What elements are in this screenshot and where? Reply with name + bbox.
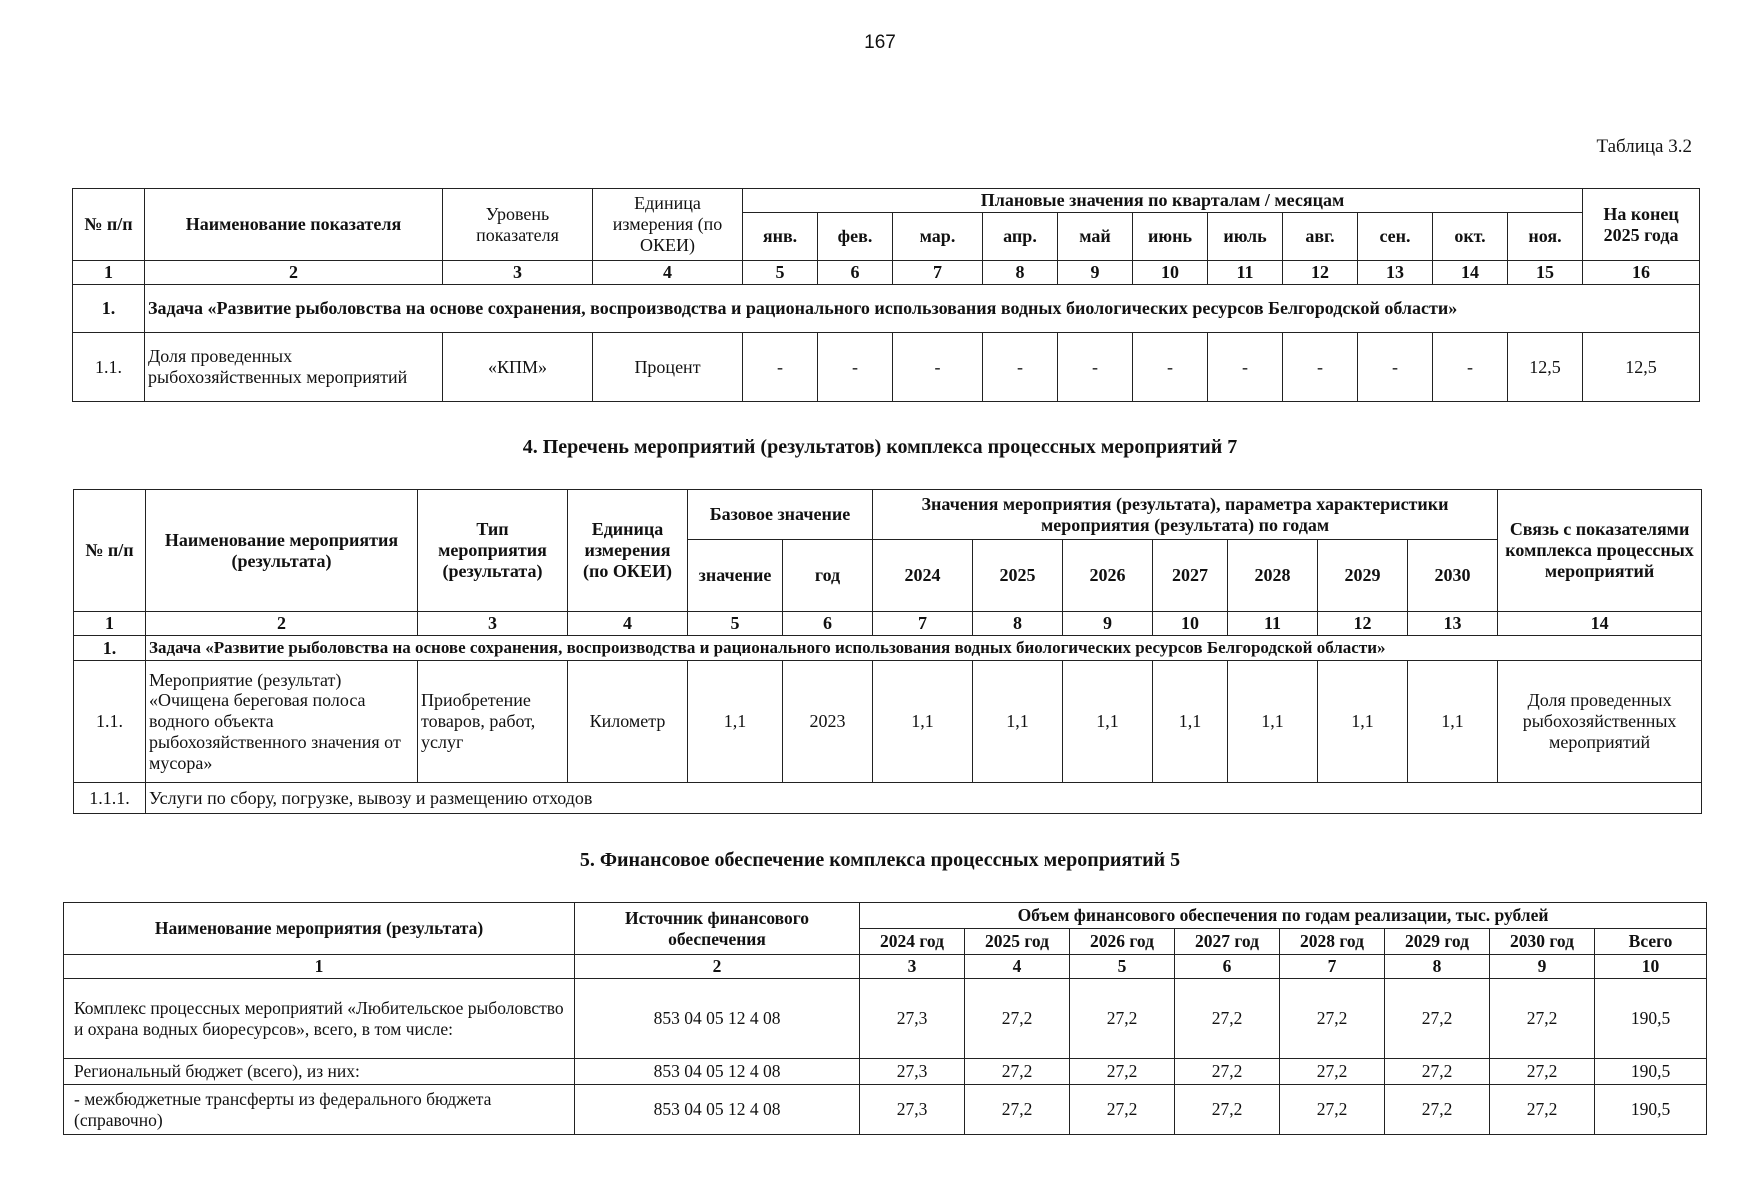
- financing-value: 27,2: [1385, 1085, 1490, 1135]
- financing-total: 190,5: [1595, 1085, 1707, 1135]
- task-row: Задача «Развитие рыболовства на основе сохранения, воспроизводства и рационального использования водных биологических ресурсов Белгородской области»: [145, 285, 1700, 333]
- year-value: 1,1: [1063, 661, 1153, 783]
- col-number: 15: [1508, 261, 1583, 285]
- col-number: 1: [64, 955, 575, 979]
- financing-value: 27,2: [965, 1085, 1070, 1135]
- month-value: -: [743, 333, 818, 402]
- col-number: 7: [873, 612, 973, 636]
- col-number: 1: [73, 261, 145, 285]
- header-year: 2027 год: [1175, 929, 1280, 955]
- task-row: Задача «Развитие рыболовства на основе сохранения, воспроизводства и рационального использования водных биологических ресурсов Белгородской области»: [146, 636, 1702, 661]
- col-number: 1: [74, 612, 146, 636]
- financing-value: 27,2: [1070, 1059, 1175, 1085]
- financing-row-name: Комплекс процессных мероприятий «Любительское рыболовство и охрана водных биоресурсов», всего, в том числе:: [64, 979, 575, 1059]
- header-year: 2024: [873, 540, 973, 612]
- financing-value: 27,2: [1385, 1059, 1490, 1085]
- financing-table: [63, 902, 1707, 1135]
- header-month: янв.: [743, 213, 818, 261]
- header-month: апр.: [983, 213, 1058, 261]
- header-year: 2026 год: [1070, 929, 1175, 955]
- financing-value: 27,3: [860, 1059, 965, 1085]
- end-of-year-value: 12,5: [1583, 333, 1700, 402]
- col-number: 6: [783, 612, 873, 636]
- financing-value: 27,2: [1175, 1085, 1280, 1135]
- header-source: Источник финансового обеспечения: [575, 903, 860, 955]
- col-number: 11: [1228, 612, 1318, 636]
- header-base-value: значение: [688, 540, 783, 612]
- header-activity-name: Наименование мероприятия (результата): [146, 490, 418, 612]
- header-year: 2028 год: [1280, 929, 1385, 955]
- header-values-by-year: Значения мероприятия (результата), параметра характеристики мероприятия (результата) по годам: [873, 490, 1498, 540]
- col-number: 3: [860, 955, 965, 979]
- month-value: 12,5: [1508, 333, 1583, 402]
- page-number: 167: [864, 32, 896, 53]
- financing-value: 27,2: [1280, 1059, 1385, 1085]
- month-value: -: [818, 333, 893, 402]
- financing-value: 27,2: [1070, 979, 1175, 1059]
- activity-type: Приобретение товаров, работ, услуг: [418, 661, 568, 783]
- financing-total: 190,5: [1595, 1059, 1707, 1085]
- col-number: 2: [575, 955, 860, 979]
- financing-value: 27,2: [1280, 1085, 1385, 1135]
- month-value: -: [1133, 333, 1208, 402]
- subrow-text: Услуги по сбору, погрузке, вывозу и размещению отходов: [146, 783, 1702, 814]
- col-number: 10: [1133, 261, 1208, 285]
- financing-total: 190,5: [1595, 979, 1707, 1059]
- col-number: 3: [443, 261, 593, 285]
- financing-value: 27,2: [1280, 979, 1385, 1059]
- financing-source: 853 04 05 12 4 08: [575, 1059, 860, 1085]
- header-month: июль: [1208, 213, 1283, 261]
- col-number: 8: [983, 261, 1058, 285]
- activities-table: [73, 489, 1702, 814]
- col-number: 4: [965, 955, 1070, 979]
- financing-value: 27,2: [1385, 979, 1490, 1059]
- year-value: 1,1: [1318, 661, 1408, 783]
- row-number: 1.1.: [73, 333, 145, 402]
- financing-source: 853 04 05 12 4 08: [575, 979, 860, 1059]
- header-month: мар.: [893, 213, 983, 261]
- col-number: 2: [146, 612, 418, 636]
- financing-value: 27,2: [1490, 1059, 1595, 1085]
- financing-value: 27,2: [965, 1059, 1070, 1085]
- header-year: 2025: [973, 540, 1063, 612]
- col-number: 16: [1583, 261, 1700, 285]
- col-number: 13: [1358, 261, 1433, 285]
- col-number: 5: [743, 261, 818, 285]
- financing-row-name: Региональный бюджет (всего), из них:: [64, 1059, 575, 1085]
- col-number: 11: [1208, 261, 1283, 285]
- year-value: 1,1: [1153, 661, 1228, 783]
- header-base: Базовое значение: [688, 490, 873, 540]
- col-number: 8: [973, 612, 1063, 636]
- header-month: фев.: [818, 213, 893, 261]
- header-base-year: год: [783, 540, 873, 612]
- subrow-number: 1.1.1.: [74, 783, 146, 814]
- month-value: -: [1433, 333, 1508, 402]
- year-value: 1,1: [1228, 661, 1318, 783]
- month-value: -: [1283, 333, 1358, 402]
- header-year: 2027: [1153, 540, 1228, 612]
- col-number: 9: [1063, 612, 1153, 636]
- header-level: Уровень показателя: [443, 189, 593, 261]
- header-indicator-name: Наименование показателя: [145, 189, 443, 261]
- financing-row-name: - межбюджетные трансферты из федерального бюджета (справочно): [64, 1085, 575, 1135]
- month-value: -: [983, 333, 1058, 402]
- header-end-of-year: На конец 2025 года: [1583, 189, 1700, 261]
- section-5-title: 5. Финансовое обеспечение комплекса процессных мероприятий 5: [579, 849, 1181, 871]
- year-value: 1,1: [873, 661, 973, 783]
- header-month: ноя.: [1508, 213, 1583, 261]
- col-number: 13: [1408, 612, 1498, 636]
- header-num: № п/п: [73, 189, 145, 261]
- header-month: авг.: [1283, 213, 1358, 261]
- col-number: 10: [1595, 955, 1707, 979]
- indicator-level: «КПМ»: [443, 333, 593, 402]
- header-total: Всего: [1595, 929, 1707, 955]
- col-number: 12: [1283, 261, 1358, 285]
- activity-unit: Километр: [568, 661, 688, 783]
- col-number: 9: [1058, 261, 1133, 285]
- header-year: 2030: [1408, 540, 1498, 612]
- header-volume: Объем финансового обеспечения по годам реализации, тыс. рублей: [860, 903, 1707, 929]
- header-link: Связь с показателями комплекса процессных мероприятий: [1498, 490, 1702, 612]
- col-number: 9: [1490, 955, 1595, 979]
- header-month: май: [1058, 213, 1133, 261]
- year-value: 1,1: [1408, 661, 1498, 783]
- financing-value: 27,3: [860, 1085, 965, 1135]
- indicator-unit: Процент: [593, 333, 743, 402]
- header-year: 2030 год: [1490, 929, 1595, 955]
- month-value: -: [1358, 333, 1433, 402]
- header-year: 2025 год: [965, 929, 1070, 955]
- header-year: 2029 год: [1385, 929, 1490, 955]
- header-year: 2028: [1228, 540, 1318, 612]
- financing-value: 27,2: [965, 979, 1070, 1059]
- header-planned-values: Плановые значения по кварталам / месяцам: [743, 189, 1583, 213]
- financing-value: 27,2: [1490, 1085, 1595, 1135]
- col-number: 14: [1498, 612, 1702, 636]
- col-number: 8: [1385, 955, 1490, 979]
- financing-value: 27,2: [1175, 979, 1280, 1059]
- header-year: 2029: [1318, 540, 1408, 612]
- header-activity-name: Наименование мероприятия (результата): [64, 903, 575, 955]
- col-number: 2: [145, 261, 443, 285]
- header-month: июнь: [1133, 213, 1208, 261]
- row-number: 1.1.: [74, 661, 146, 783]
- header-unit: Единица измерения (по ОКЕИ): [593, 189, 743, 261]
- month-value: -: [893, 333, 983, 402]
- month-value: -: [1058, 333, 1133, 402]
- col-number: 7: [893, 261, 983, 285]
- col-number: 7: [1280, 955, 1385, 979]
- col-number: 6: [1175, 955, 1280, 979]
- table-caption: Таблица 3.2: [1596, 136, 1692, 157]
- indicators-table: [72, 188, 1700, 402]
- base-value: 1,1: [688, 661, 783, 783]
- col-number: 5: [688, 612, 783, 636]
- month-value: -: [1208, 333, 1283, 402]
- col-number: 10: [1153, 612, 1228, 636]
- col-number: 3: [418, 612, 568, 636]
- financing-value: 27,3: [860, 979, 965, 1059]
- header-year: 2026: [1063, 540, 1153, 612]
- indicator-name: Доля проведенных рыбохозяйственных мероприятий: [145, 333, 443, 402]
- year-value: 1,1: [973, 661, 1063, 783]
- col-number: 5: [1070, 955, 1175, 979]
- financing-source: 853 04 05 12 4 08: [575, 1085, 860, 1135]
- financing-value: 27,2: [1070, 1085, 1175, 1135]
- col-number: 6: [818, 261, 893, 285]
- financing-value: 27,2: [1490, 979, 1595, 1059]
- activity-name: Мероприятие (результат) «Очищена береговая полоса водного объекта рыбохозяйственного значения от мусора»: [146, 661, 418, 783]
- linked-indicator: Доля проведенных рыбохозяйственных мероприятий: [1498, 661, 1702, 783]
- header-num: № п/п: [74, 490, 146, 612]
- col-number: 12: [1318, 612, 1408, 636]
- header-unit: Единица измерения (по ОКЕИ): [568, 490, 688, 612]
- header-year: 2024 год: [860, 929, 965, 955]
- col-number: 4: [568, 612, 688, 636]
- header-type: Тип мероприятия (результата): [418, 490, 568, 612]
- col-number: 14: [1433, 261, 1508, 285]
- financing-value: 27,2: [1175, 1059, 1280, 1085]
- base-year: 2023: [783, 661, 873, 783]
- header-month: сен.: [1358, 213, 1433, 261]
- header-month: окт.: [1433, 213, 1508, 261]
- task-number: 1.: [74, 636, 146, 661]
- task-number: 1.: [73, 285, 145, 333]
- section-4-title: 4. Перечень мероприятий (результатов) комплекса процессных мероприятий 7: [522, 436, 1238, 458]
- col-number: 4: [593, 261, 743, 285]
